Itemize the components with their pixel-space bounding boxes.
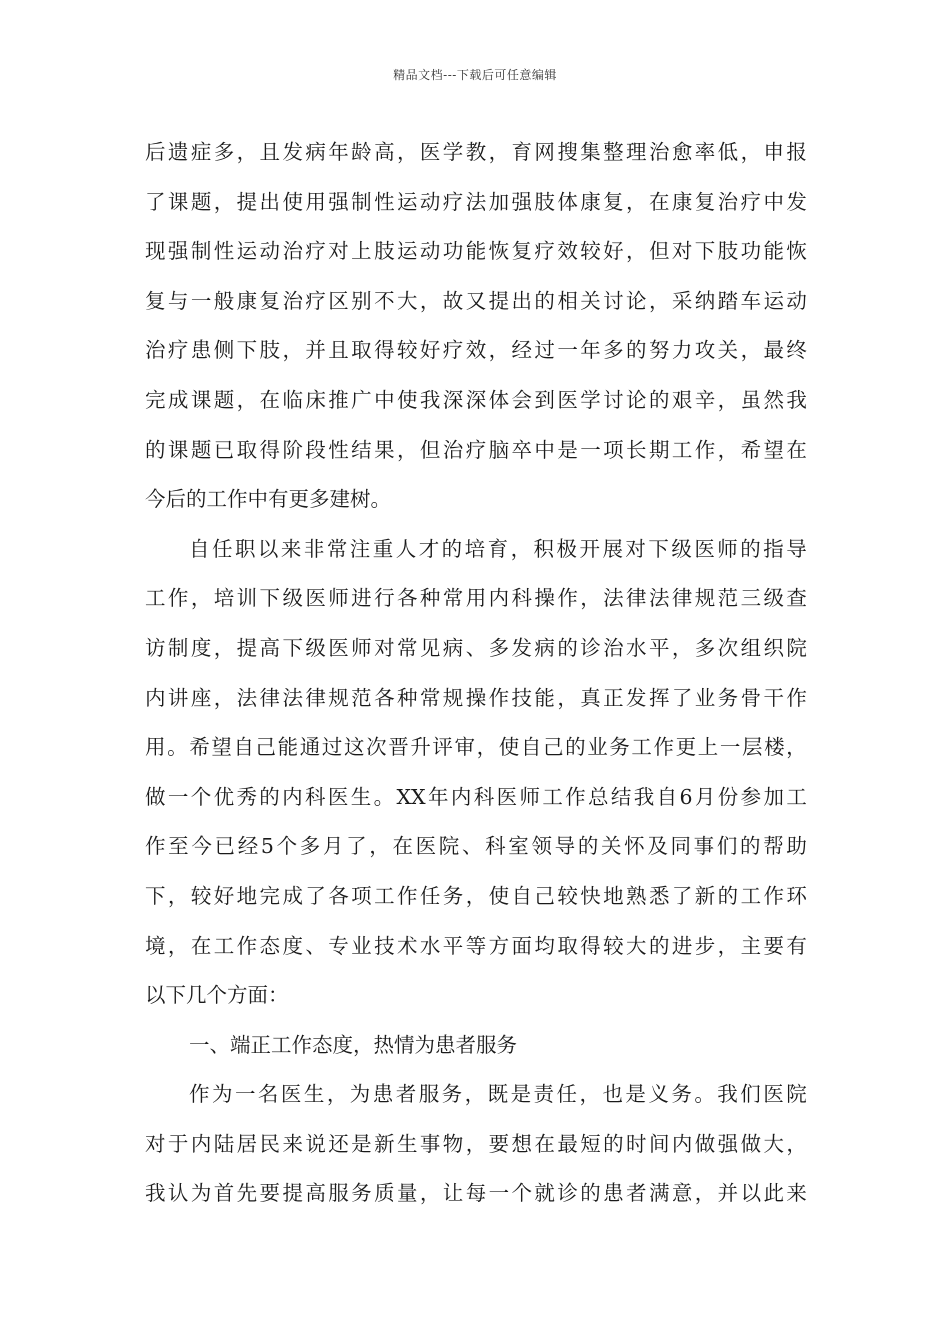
text-line: 我 认 为 首 先 要 提 高 服 务 质 量 ， 让 每 一 个 就 诊 的 患 者 满 意 ， 并 以 此 来 — [145, 1181, 807, 1206]
text-line: 今后的工作中有更多建树。 — [145, 487, 391, 512]
text-line: 以下几个方面： — [145, 983, 289, 1008]
text-line: 作 至 今 已 经 5 个 多 月 了 ， 在 医 院 、 科 室 领 导 的 关 怀 及 同 事 们 的 帮 助 — [145, 834, 807, 859]
text-line: 下 ， 较 好 地 完 成 了 各 项 工 作 任 务 ， 使 自 己 较 快 地 熟 悉 了 新 的 工 作 环 — [145, 883, 807, 908]
text-line: 现 强 制 性 运 动 治 疗 对 上 肢 运 动 功 能 恢 复 疗 效 较 好 ， 但 对 下 肢 功 能 恢 — [145, 239, 807, 264]
document-body — [145, 128, 807, 1219]
text-line: 了 课 题 ， 提 出 使 用 强 制 性 运 动 疗 法 加 强 肢 体 康 复 ， 在 康 复 治 疗 中 发 — [145, 189, 807, 214]
text-line: 复 与 一 般 康 复 治 疗 区 别 不 大 ， 故 又 提 出 的 相 关 讨 论 ， 采 纳 踏 车 运 动 — [145, 288, 807, 313]
text-line: 内 讲 座 ， 法 律 法 律 规 范 各 种 常 规 操 作 技 能 ， 真 正 发 挥 了 业 务 骨 干 作 — [145, 685, 807, 710]
text-line: 境 ， 在 工 作 态 度 、 专 业 技 术 水 平 等 方 面 均 取 得 较 大 的 进 步 ， 主 要 有 — [145, 933, 807, 958]
text-line: 后 遗 症 多 ， 且 发 病 年 龄 高 ， 医 学 教 ， 育 网 搜 集 整 理 治 愈 率 低 ， 申 报 — [145, 140, 807, 164]
text-line: 治 疗 患 侧 下 肢 ， 并 且 取 得 较 好 疗 效 ， 经 过 一 年 多 的 努 力 攻 关 ， 最 终 — [145, 338, 807, 363]
text-line: 访 制 度 ， 提 高 下 级 医 师 对 常 见 病 、 多 发 病 的 诊 治 水 平 ， 多 次 组 织 院 — [145, 635, 807, 660]
text-line: 做 一 个 优 秀 的 内 科 医 生 。 XX 年 内 科 医 师 工 作 总 结 我 自 6 月 份 参 加 工 — [145, 784, 807, 809]
text-line: 一、端正工作态度，热情为患者服务 — [189, 1032, 517, 1057]
text-line: 完 成 课 题 ， 在 临 床 推 广 中 使 我 深 深 体 会 到 医 学 讨 论 的 艰 辛 ， 虽 然 我 — [145, 387, 807, 412]
text-line: 用 。 希 望 自 己 能 通 过 这 次 晋 升 评 审 ， 使 自 己 的 业 务 工 作 更 上 一 层 楼 ， — [145, 735, 807, 760]
text-line: 作 为 一 名 医 生 ， 为 患 者 服 务 ， 既 是 责 任 ， 也 是 义 务 。 我 们 医 院 — [189, 1082, 807, 1107]
text-line: 的 课 题 已 取 得 阶 段 性 结 果 ， 但 治 疗 脑 卒 中 是 一 项 长 期 工 作 ， 希 望 在 — [145, 437, 807, 462]
text-line: 对 于 内 陆 居 民 来 说 还 是 新 生 事 物 ， 要 想 在 最 短 的 时 间 内 做 强 做 大 ， — [145, 1131, 807, 1156]
text-line: 工 作 ， 培 训 下 级 医 师 进 行 各 种 常 用 内 科 操 作 ， 法 律 法 律 规 范 三 级 查 — [145, 586, 807, 611]
text-line: 自 任 职 以 来 非 常 注 重 人 才 的 培 育 ， 积 极 开 展 对 下 级 医 师 的 指 导 — [189, 536, 807, 561]
page-header: 精品文档---下载后可任意编辑 — [393, 68, 557, 82]
